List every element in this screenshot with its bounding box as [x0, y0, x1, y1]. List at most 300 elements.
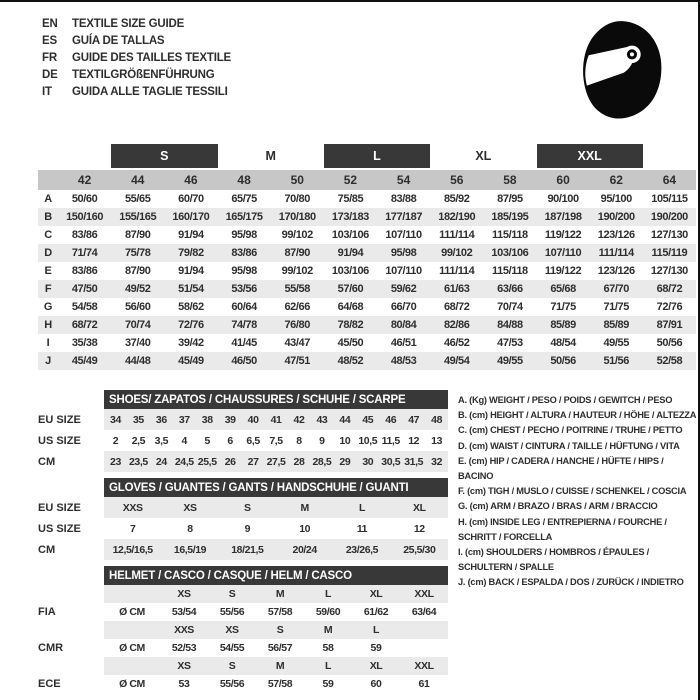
measurement-cell: 48/53 — [390, 355, 417, 367]
helmet-icon — [574, 18, 666, 122]
measurement-cell: 70/74 — [124, 319, 151, 331]
measurement-cell: 95/98 — [390, 247, 417, 259]
helmet-standard-label: FIA — [38, 606, 56, 618]
measurement-cell: 54/58 — [71, 301, 98, 313]
shoes-cell: 27 — [247, 455, 259, 468]
measurement-cell: 95/98 — [231, 229, 257, 241]
language-item — [42, 84, 231, 101]
size-cell: 46 — [184, 173, 198, 187]
helmet-size-cell: XL — [369, 660, 383, 672]
gloves-cell: 7 — [129, 522, 136, 535]
measurement-cell: 41/45 — [231, 337, 257, 349]
gloves-cell: L — [358, 501, 365, 514]
helmet-value-row — [38, 603, 448, 621]
size-cell: 60 — [556, 173, 570, 187]
language-list — [42, 16, 231, 101]
size-cell: 64 — [662, 173, 677, 187]
shoes-cell: 47 — [408, 413, 420, 426]
measurement-cell: 99/102 — [441, 247, 473, 259]
sub-tables — [38, 390, 448, 699]
measurement-cell: 127/130 — [650, 265, 688, 277]
helmet-value-row — [38, 675, 448, 693]
measurement-cell: 70/74 — [497, 301, 523, 313]
row-letter: J — [45, 355, 51, 367]
gloves-title: GLOVES / GUANTES / GANTS / HANDSCHUHE / GUANTI — [104, 478, 448, 497]
measurement-cell: 87/90 — [124, 265, 151, 277]
shoes-strip — [104, 430, 448, 451]
gloves-strip — [104, 518, 448, 539]
size-cell: 52 — [343, 173, 358, 187]
helmet-size-cell: S — [228, 660, 236, 672]
helmet-size-cell: S — [276, 624, 284, 636]
measurement-cell: 83/86 — [71, 229, 98, 241]
diameter-unit-label: Ø CM — [119, 642, 145, 654]
shoes-cell: 30,5 — [381, 455, 401, 468]
language-label: TEXTILE SIZE GUIDE — [72, 18, 185, 30]
measurement-cell: 83/86 — [231, 247, 257, 259]
measurement-legend — [458, 393, 698, 591]
shoes-cell: 42 — [293, 413, 305, 426]
unit-spacer — [104, 585, 160, 603]
legend-item: B. (cm) HEIGHT / ALTURA / HAUTEUR / HÖHE / ALTEZZA — [458, 410, 697, 421]
row-letter: G — [43, 301, 53, 313]
measurement-cell: 85/89 — [550, 319, 576, 331]
helmet-size-row-spacer — [38, 657, 104, 675]
shoes-cell: 39 — [224, 413, 236, 426]
measurement-cell: 68/72 — [71, 319, 98, 331]
legend-item: H. (cm) INSIDE LEG / ENTREPIERNA / FOURCHE / SCHRITT / FORCELLA — [458, 516, 667, 542]
gloves-cell: M — [300, 501, 309, 514]
measurement-cell: 150/160 — [66, 211, 104, 223]
shoes-row — [38, 430, 448, 451]
gloves-cell: 20/24 — [292, 543, 317, 556]
helmet-value-cell: 53 — [178, 678, 190, 690]
language-code: DE — [42, 69, 58, 81]
size-group-s: S — [111, 144, 217, 168]
measurement-cell: 75/85 — [337, 193, 364, 205]
helmet-value-cell: 53/54 — [171, 606, 197, 618]
helmet-size-row — [38, 621, 448, 639]
measurement-cell: 103/106 — [331, 229, 369, 241]
size-cell: 44 — [131, 173, 145, 187]
gloves-row — [38, 518, 448, 539]
shoes-cell: 31,5 — [404, 455, 424, 468]
measurement-cell: 78/82 — [337, 319, 364, 331]
measurement-cell: 123/126 — [597, 229, 635, 241]
shoes-cell: 44 — [339, 413, 351, 426]
measurement-cell: 35/38 — [71, 337, 98, 349]
measurement-cell: 71/75 — [603, 301, 629, 313]
table-row — [38, 352, 696, 370]
measurement-cell: 50/56 — [656, 337, 683, 349]
shoes-cell: 41 — [270, 413, 282, 426]
helmet-size-cell: S — [228, 588, 236, 600]
measurement-cell: 44/48 — [124, 355, 151, 367]
measurement-cell: 95/100 — [600, 193, 632, 205]
measurement-cell: 99/102 — [281, 229, 313, 241]
shoes-strip — [104, 409, 448, 430]
shoes-cell: 7,5 — [269, 434, 283, 447]
helmet-value-row — [38, 639, 448, 657]
shoes-cell: 10,5 — [358, 434, 378, 447]
language-code: IT — [42, 86, 52, 98]
measurement-cell: 107/110 — [385, 229, 422, 241]
measurement-cell: 95/98 — [231, 265, 257, 277]
language-label: TEXTILGRÖßENFÜHRUNG — [72, 69, 215, 81]
measurement-cell: 65/75 — [231, 193, 257, 205]
size-group-xxl: XXL — [537, 144, 643, 168]
shoes-cell: 3,5 — [154, 434, 169, 447]
gloves-cell: 10 — [299, 522, 311, 535]
helmet-value-cell: 58 — [322, 642, 334, 654]
helmet-size-strip — [104, 585, 448, 603]
helmet-table — [38, 566, 448, 693]
measurement-cell: 84/88 — [497, 319, 523, 331]
shoes-cell: 32 — [431, 455, 443, 468]
gloves-cell: 25,5/30 — [403, 543, 436, 556]
measurement-cell: 87/90 — [124, 229, 151, 241]
gloves-row — [38, 539, 448, 560]
gloves-row — [38, 497, 448, 518]
legend-item: C. (cm) CHEST / PECHO / POITRINE / TRUHE / PETTO — [458, 425, 683, 436]
shoes-strip — [104, 451, 448, 472]
shoes-cell: 2 — [112, 434, 119, 447]
helmet-size-strip — [104, 621, 448, 639]
measurement-cell: 68/72 — [443, 301, 470, 313]
measurement-cell: 59/62 — [390, 283, 417, 295]
shoes-cell: 5 — [204, 434, 210, 447]
helmet-value-cell: 55/56 — [219, 606, 245, 618]
measurement-cell: 82/86 — [443, 319, 470, 331]
helmet-size-cell: XXL — [414, 660, 434, 672]
helmet-value-cell: 61/62 — [363, 606, 389, 618]
measurement-cell: 70/80 — [284, 193, 310, 205]
gloves-cell: 12 — [413, 522, 425, 535]
measurement-cell: 85/89 — [603, 319, 629, 331]
measurement-cell: 190/200 — [650, 211, 688, 223]
unit-spacer — [104, 621, 160, 639]
measurement-cell: 127/130 — [650, 229, 688, 241]
measurement-cell: 48/52 — [337, 355, 364, 367]
table-row — [38, 244, 696, 262]
legend-item: D. (cm) WAIST / CINTURA / TAILLE / HÜFTUNG / VITA — [458, 440, 680, 451]
gloves-cell: XL — [412, 501, 426, 514]
measurement-cell: 115/118 — [492, 265, 528, 277]
helmet-value-cell: 61 — [418, 678, 430, 690]
row-letter: E — [44, 265, 52, 277]
table-row — [38, 280, 696, 298]
shoes-cell: 46 — [385, 413, 397, 426]
table-row — [38, 298, 696, 316]
measurement-cell: 119/122 — [544, 229, 582, 241]
shoes-row-label: CM — [38, 455, 56, 468]
legend-item: G. (cm) ARM / BRAZO / BRAS / ARM / BRACCIO — [458, 501, 658, 512]
shoes-cell: 6 — [227, 434, 233, 447]
measurement-cell: 105/115 — [651, 193, 688, 205]
unit-spacer — [104, 657, 160, 675]
measurement-rows — [38, 190, 696, 370]
measurement-cell: 111/114 — [439, 265, 475, 277]
helmet-size-cell — [400, 621, 448, 639]
measurement-cell: 49/54 — [443, 355, 470, 367]
measurement-cell: 160/170 — [172, 211, 210, 223]
measurement-cell: 47/51 — [284, 355, 310, 367]
table-row — [38, 226, 696, 244]
helmet-size-cell: XXS — [174, 624, 194, 636]
size-group-m: M — [265, 149, 276, 163]
helmet-value-cell — [400, 639, 448, 657]
shoes-row-label: US SIZE — [38, 434, 81, 447]
helmet-value-cell: 59 — [370, 642, 382, 654]
measurement-cell: 71/75 — [550, 301, 576, 313]
table-row — [38, 334, 696, 352]
measurement-cell: 85/92 — [443, 193, 470, 205]
helmet-size-cell: M — [275, 660, 285, 672]
shoes-cell: 29 — [339, 455, 351, 468]
measurement-cell: 46/50 — [231, 355, 257, 367]
shoes-cell: 12 — [408, 434, 420, 447]
measurement-cell: 103/106 — [331, 265, 369, 277]
shoes-cell: 25,5 — [197, 455, 217, 468]
legend-item: A. (Kg) WEIGHT / PESO / POIDS / GEWITCH / PESO — [458, 395, 673, 405]
measurement-cell: 53/56 — [231, 283, 257, 295]
size-group-xl: XL — [475, 149, 492, 163]
helmet-size-cell: XS — [177, 588, 191, 600]
measurement-cell: 66/70 — [390, 301, 417, 313]
measurement-cell: 61/63 — [443, 283, 470, 295]
shoes-cell: 45 — [362, 413, 374, 426]
language-code: FR — [42, 52, 57, 64]
row-letter: C — [44, 229, 52, 241]
helmet-value-strip — [104, 675, 448, 693]
shoes-cell: 23,5 — [128, 455, 148, 468]
helmet-size-cell: XS — [225, 624, 239, 636]
helmet-value-cell: 57/58 — [267, 678, 293, 690]
helmet-size-cell: L — [324, 660, 331, 672]
gloves-row-label: EU SIZE — [38, 501, 81, 514]
language-label: GUIDE DES TAILLES TEXTILE — [72, 52, 231, 64]
measurement-cell: 87/90 — [284, 247, 310, 259]
shoes-cell: 10 — [339, 434, 351, 447]
measurement-cell: 111/114 — [439, 229, 475, 241]
measurement-cell: 80/84 — [390, 319, 417, 331]
measurement-cell: 155/165 — [119, 211, 157, 223]
legend-item: F. (cm) TIGH / MUSLO / CUISSE / SCHENKEL / COSCIA — [458, 486, 687, 497]
gloves-cell: 9 — [244, 522, 251, 535]
measurement-cell: 87/95 — [497, 193, 523, 205]
helmet-size-row-spacer — [38, 621, 104, 639]
shoes-row — [38, 409, 448, 430]
table-row — [38, 190, 696, 208]
measurement-cell: 119/122 — [544, 265, 582, 277]
measurement-cell: 49/52 — [124, 283, 151, 295]
gloves-cell: 16,5/19 — [173, 543, 207, 556]
helmet-value-cell: 56/57 — [267, 642, 293, 654]
measurement-cell: 47/53 — [497, 337, 523, 349]
helmet-size-row — [38, 585, 448, 603]
row-letter: I — [46, 337, 50, 349]
gloves-cell: XXS — [122, 501, 143, 514]
measurement-cell: 83/88 — [390, 193, 417, 205]
measurement-cell: 187/198 — [544, 211, 582, 223]
language-item — [42, 33, 231, 50]
helmet-value-cell: 59/60 — [315, 606, 341, 618]
helmet-value-cell: 63/64 — [411, 606, 437, 618]
gloves-cell: 12,5/16,5 — [112, 543, 153, 556]
helmet-value-cell: 60 — [370, 678, 382, 690]
shoes-cell: 48 — [431, 413, 443, 426]
measurement-cell: 103/106 — [491, 247, 529, 259]
measurement-cell: 60/70 — [178, 193, 204, 205]
measurement-cell: 55/58 — [284, 283, 310, 295]
table-row — [38, 316, 696, 334]
shoes-cell: 8 — [296, 434, 302, 447]
measurement-cell: 107/110 — [385, 265, 422, 277]
measurement-cell: 39/42 — [178, 337, 204, 349]
measurement-cell: 182/190 — [438, 211, 476, 223]
size-cell: 58 — [503, 173, 517, 187]
measurement-cell: 50/56 — [550, 355, 576, 367]
language-item — [42, 67, 231, 84]
measurement-cell: 91/94 — [178, 265, 204, 277]
shoes-cell: 26 — [224, 455, 236, 468]
helmet-size-cell: XXL — [414, 588, 434, 600]
shoes-cell: 43 — [316, 413, 328, 426]
measurement-cell: 71/74 — [71, 247, 98, 259]
shoes-cell: 35 — [132, 413, 144, 426]
shoes-cell: 4 — [181, 434, 187, 447]
row-letter: A — [44, 193, 52, 205]
row-letter: F — [44, 283, 52, 295]
measurement-cell: 37/40 — [124, 337, 151, 349]
helmet-size-cell: L — [324, 588, 331, 600]
shoes-cell: 11,5 — [381, 434, 400, 447]
shoes-cell: 13 — [431, 434, 443, 447]
measurement-cell: 99/102 — [281, 265, 313, 277]
measurement-cell: 46/52 — [443, 337, 470, 349]
gloves-cell: XS — [183, 501, 197, 514]
measurement-cell: 45/49 — [71, 355, 98, 367]
helmet-standard-label: ECE — [38, 678, 61, 690]
measurement-cell: 123/126 — [597, 265, 635, 277]
size-cell: 42 — [77, 173, 92, 187]
gloves-cell: S — [244, 501, 251, 514]
measurement-cell: 49/55 — [497, 355, 523, 367]
measurement-cell: 45/50 — [337, 337, 364, 349]
shoes-cell: 24 — [155, 455, 167, 468]
measurement-cell: 79/82 — [178, 247, 204, 259]
gloves-strip — [104, 497, 448, 518]
measurement-cell: 185/195 — [491, 211, 529, 223]
measurement-cell: 57/60 — [337, 283, 364, 295]
measurement-cell: 60/64 — [231, 301, 257, 313]
helmet-value-cell: 55/56 — [219, 678, 245, 690]
measurement-cell: 91/94 — [178, 229, 204, 241]
shoes-cell: 37 — [178, 413, 190, 426]
shoes-cell: 36 — [155, 413, 167, 426]
size-group-header-row — [38, 144, 696, 168]
diameter-unit-label: Ø CM — [119, 678, 145, 690]
language-label: GUÍA DE TALLAS — [72, 35, 165, 47]
measurement-cell: 52/58 — [656, 355, 683, 367]
measurement-cell: 47/50 — [71, 283, 98, 295]
measurement-cell: 67/70 — [603, 283, 629, 295]
measurement-cell: 43/47 — [284, 337, 310, 349]
row-letter: B — [44, 211, 52, 223]
measurement-cell: 46/51 — [390, 337, 417, 349]
language-code: ES — [42, 35, 57, 47]
size-cell: 50 — [290, 173, 304, 187]
helmet-value-cell: 57/58 — [267, 606, 293, 618]
gloves-strip — [104, 539, 448, 560]
measurement-cell: 56/60 — [124, 301, 151, 313]
gloves-table — [38, 478, 448, 560]
measurement-cell: 75/78 — [124, 247, 151, 259]
measurement-cell: 165/175 — [225, 211, 263, 223]
shoes-cell: 38 — [201, 413, 213, 426]
legend-item: I. (cm) SHOULDERS / HOMBROS / ÉPAULES / SCHULTERN / SPALLE — [458, 547, 650, 573]
gloves-row-label: US SIZE — [38, 522, 81, 535]
legend-item: E. (cm) HIP / CADERA / HANCHE / HÜFTE / HIPS / BACINO — [458, 455, 664, 482]
shoes-row-label: EU SIZE — [38, 413, 81, 426]
gloves-cell: 23/26,5 — [345, 543, 379, 556]
size-cell: 48 — [237, 173, 251, 187]
helmet-value-strip — [104, 603, 448, 621]
helmet-value-cell: 54/55 — [219, 642, 245, 654]
helmet-size-cell: XL — [369, 588, 383, 600]
language-item — [42, 50, 231, 67]
language-code: EN — [42, 18, 58, 30]
measurement-cell: 111/114 — [598, 247, 634, 259]
measurement-cell: 72/76 — [178, 319, 204, 331]
measurement-cell: 115/119 — [651, 247, 688, 259]
measurement-cell: 51/56 — [603, 355, 629, 367]
measurement-cell: 177/187 — [385, 211, 423, 223]
size-cell: 56 — [450, 173, 464, 187]
measurement-cell: 65/68 — [550, 283, 576, 295]
measurement-cell: 55/65 — [124, 193, 151, 205]
language-label: GUIDA ALLE TAGLIE TESSILI — [72, 86, 228, 98]
helmet-standard-label: CMR — [38, 642, 64, 654]
measurement-cell: 87/91 — [656, 319, 683, 331]
legend-item: J. (cm) BACK / ESPALDA / DOS / ZURÜCK / INDIETRO — [458, 577, 684, 588]
shoes-title: SHOES/ ZAPATOS / CHAUSSURES / SCHUHE / SCARPE — [104, 390, 448, 409]
helmet-size-strip — [104, 657, 448, 675]
helmet-size-cell: M — [275, 588, 285, 600]
shoes-cell: 6,5 — [246, 434, 260, 447]
diameter-unit-label: Ø CM — [119, 606, 145, 618]
measurement-cell: 115/118 — [492, 229, 528, 241]
helmet-title: HELMET / CASCO / CASQUE / HELM / CASCO — [104, 566, 448, 585]
measurement-cell: 72/76 — [656, 301, 683, 313]
shoes-cell: 28 — [293, 455, 305, 468]
shoes-cell: 30 — [362, 455, 374, 468]
measurement-cell: 68/72 — [656, 283, 683, 295]
corner-cell — [38, 170, 58, 190]
helmet-value-strip — [104, 639, 448, 657]
gloves-cell: 18/21,5 — [231, 543, 264, 556]
measurement-cell: 107/110 — [544, 247, 582, 259]
gloves-cell: 11 — [356, 522, 368, 535]
measurement-cell: 91/94 — [337, 247, 364, 259]
measurement-cell: 170/180 — [278, 211, 316, 223]
measurement-cell: 76/80 — [284, 319, 310, 331]
size-number-row — [38, 170, 696, 190]
row-letter: D — [44, 247, 52, 259]
size-group-l: L — [324, 144, 430, 168]
measurement-cell: 190/200 — [597, 211, 635, 223]
gloves-row-label: CM — [38, 543, 56, 556]
